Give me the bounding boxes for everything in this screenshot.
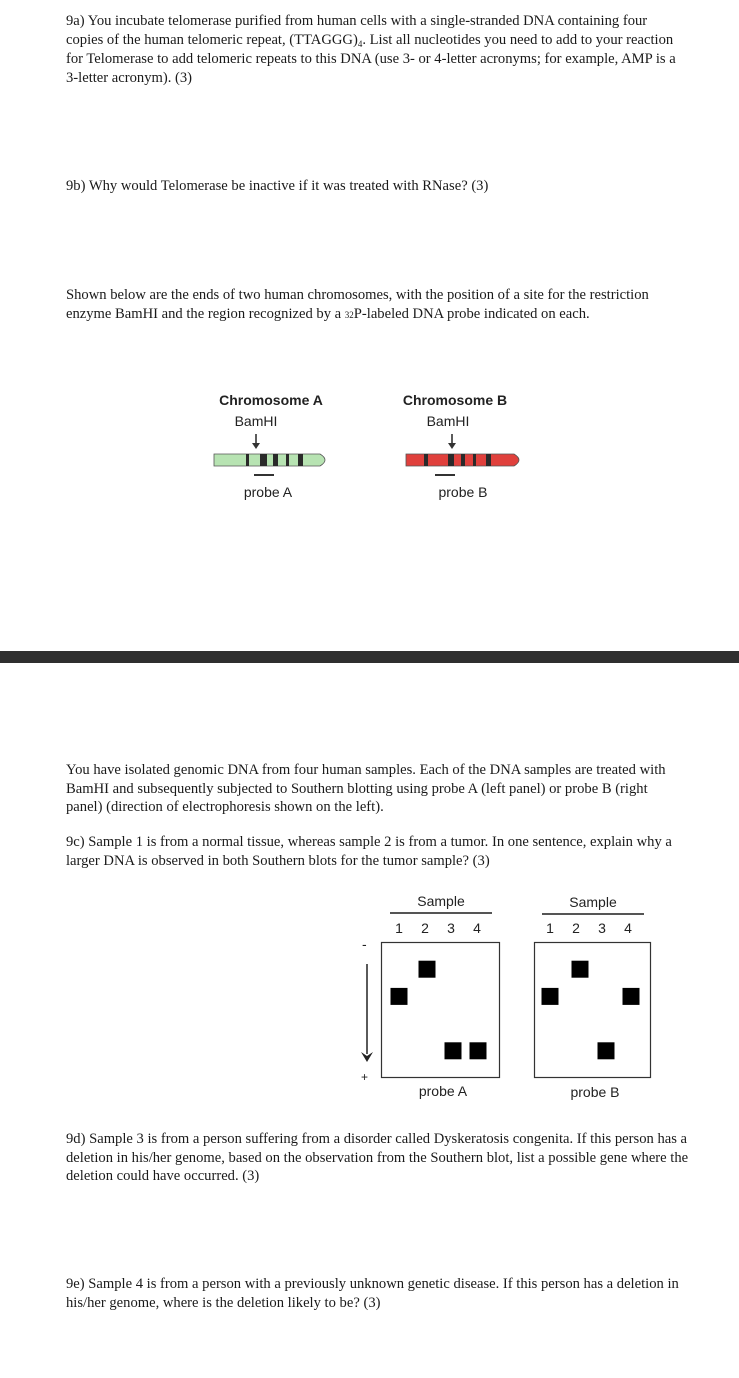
chromosome-b-probe-label: probe B <box>438 484 488 500</box>
chromosome-a-probe-bar <box>254 474 274 476</box>
panel-b-sample-header: Sample <box>569 894 617 910</box>
panel-a-probe-label: probe A <box>418 1083 468 1099</box>
chromosome-b-band <box>461 454 465 466</box>
question-9a: 9a) You incubate telomerase purified from human cells with a single-stranded DNA containing four copies of the human telomeric repeat, $(TTAGGG)_4$. List all nucleotides you need to add to your reaction for Telomerase to add telomeric repeats to this DNA (use 3- or 4-letter acronyms; for example, AMP is a 3-letter acronym). (3) <box>66 13 676 86</box>
chromosome-a-probe-label: probe A <box>243 484 293 500</box>
chromosome-a-band <box>298 454 303 466</box>
panel-a-sample-header: Sample <box>417 893 465 909</box>
page-divider <box>0 651 739 663</box>
chromosome-a-band <box>260 454 267 466</box>
chromosome-b-probe-bar <box>435 474 455 476</box>
panel-a-header-rule <box>390 912 492 914</box>
blot-band-lane-3 <box>598 1042 615 1059</box>
chromosome-b-band <box>448 454 454 466</box>
blot-band-lane-4 <box>470 1042 487 1059</box>
question-9e: 9e) Sample 4 is from a person with a previously unknown genetic disease. If this person has a deletion in his/her genome, where is the deletion likely to be? (3) <box>66 1276 679 1311</box>
chromosome-a-diagram <box>200 430 340 485</box>
chromosome-b-bamhi-label: BamHI <box>426 413 470 429</box>
blot-band-lane-2 <box>419 961 436 978</box>
blot-panel-b <box>534 942 651 1078</box>
intro-chromosomes: Shown below are the ends of two human chromosomes, with the position of a site for the restriction enzyme BamHI and the region recognized by a 32P-labeled DNA probe indicated on each. <box>66 287 649 322</box>
question-9c: 9c) Sample 1 is from a normal tissue, whereas sample 2 is from a tumor. In one sentence, explain why a larger DNA is observed in both Southern blots for the tumor sample? (3) <box>66 834 672 869</box>
direction-minus-label: - <box>362 936 367 952</box>
blot-band-lane-1 <box>542 988 559 1005</box>
chromosome-b-band <box>473 454 476 466</box>
direction-arrow-icon <box>360 964 374 1068</box>
chromosome-b-diagram <box>394 430 534 485</box>
chromosome-a-band <box>286 454 289 466</box>
chromosome-b-band <box>486 454 491 466</box>
chromosome-a-band <box>273 454 278 466</box>
question-9b: 9b) Why would Telomerase be inactive if it was treated with RNase? (3) <box>66 178 489 194</box>
panel-a-lane-numbers: 1 2 3 4 <box>395 920 481 936</box>
blot-band-lane-2 <box>572 961 589 978</box>
chromosome-a-bamhi-label: BamHI <box>234 413 278 429</box>
chromosome-b-title: Chromosome B <box>402 392 508 408</box>
panel-b-lane-numbers: 1 2 3 4 <box>546 920 632 936</box>
panel-b-header-rule <box>542 913 644 915</box>
panel-b-probe-label: probe B <box>570 1084 620 1100</box>
blot-band-lane-1 <box>391 988 408 1005</box>
intro-southern-blot: You have isolated genomic DNA from four human samples. Each of the DNA samples are treated with BamHI and subsequently subjected to Southern blotting using probe A (left panel) or probe B (right panel) (direction of electrophoresis shown on the left). <box>66 762 666 815</box>
chromosome-a-body <box>214 454 325 466</box>
chromosome-a-title: Chromosome A <box>219 392 323 408</box>
blot-panel-a <box>381 942 500 1078</box>
direction-plus-label: + <box>361 1070 369 1084</box>
chromosome-a-band <box>246 454 249 466</box>
blot-band-lane-4 <box>623 988 640 1005</box>
question-9d: 9d) Sample 3 is from a person suffering from a disorder called Dyskeratosis congenita. If this person has a deletion in his/her genome, based on the observation from the Southern blot, list a possible gene where the deletion could have occurred. (3) <box>66 1131 689 1184</box>
blot-band-lane-3 <box>445 1042 462 1059</box>
chromosome-b-band <box>424 454 428 466</box>
